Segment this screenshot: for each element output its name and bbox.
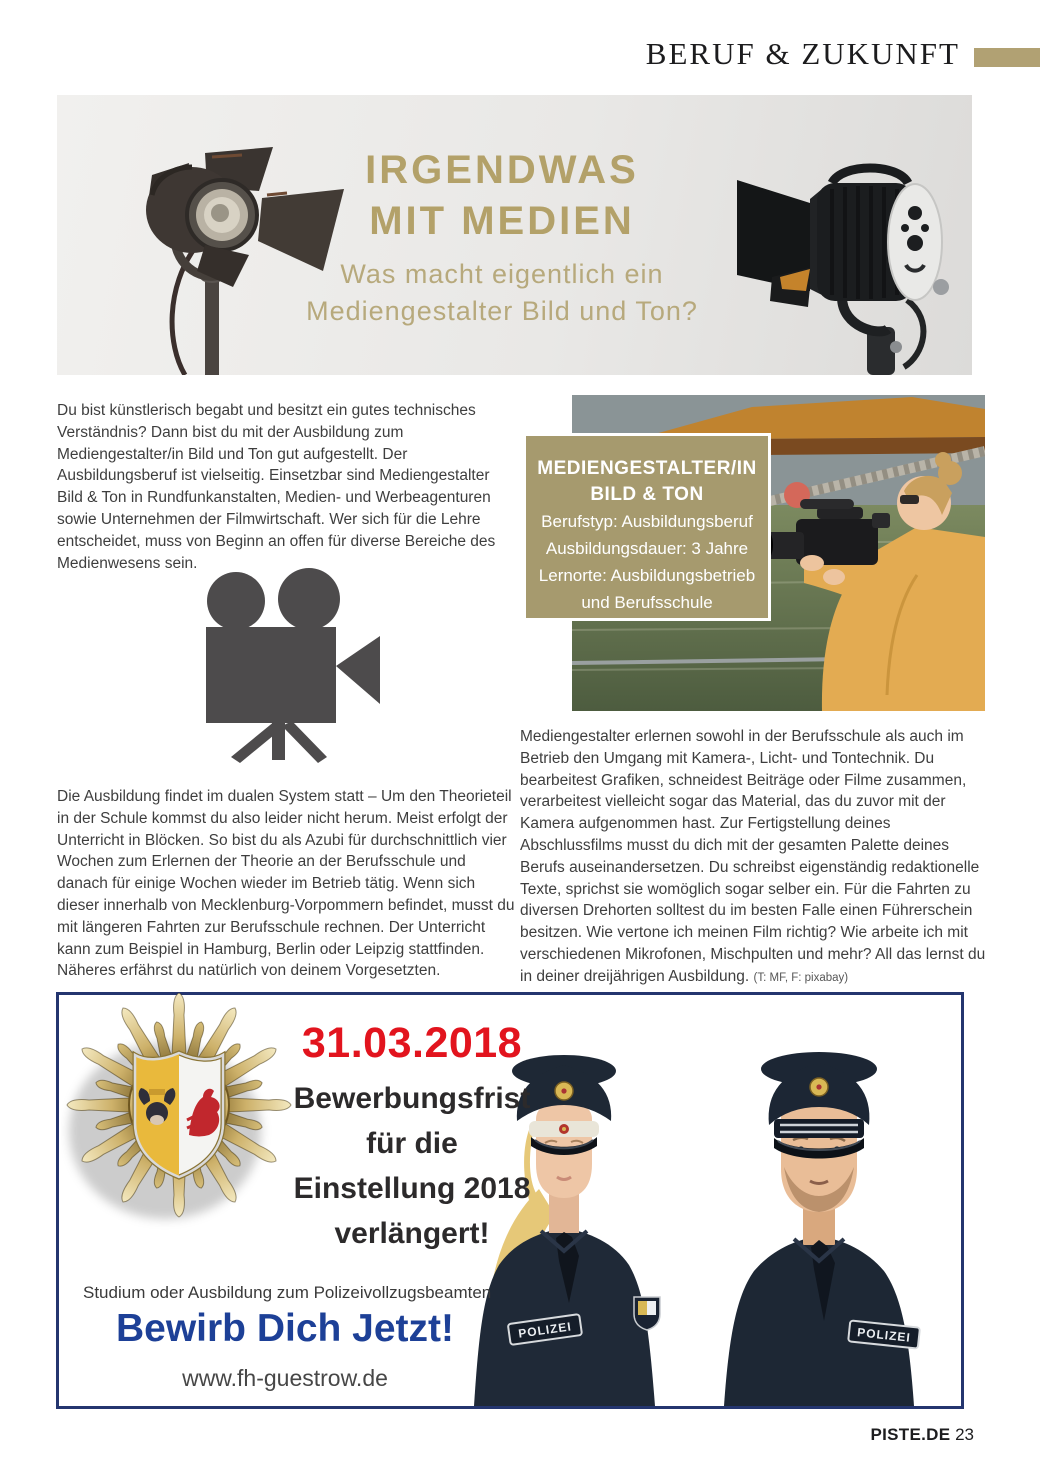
hero-text-block xyxy=(295,145,709,330)
article-paragraph-2: Die Ausbildung findet im dualen System statt – Um den Theorieteil in der Schule kommst du also leider nicht herum. Meist erfolgt der Unterricht in Blöcken. So bist du als Azubi für durchschnittlich vier Wochen zum Erlernen der Theorie an der Berufsschule und danach für einige Wochen wieder im Betrieb tätig. Wenn sich dieser innerhalb von Mecklenburg-Vorpommern befindet, musst du mit längeren Fahrten zur Berufsschule rechnen. Der Unterricht kann zum Beispiel in Hamburg, Berlin oder Leipzig stattfinden. Näheres erfährst du natürlich von deinem Vorgesetzten. xyxy=(57,788,515,980)
ad-deadline: 31.03.2018 xyxy=(301,1019,523,1067)
hero-title-line1: IRGENDWAS xyxy=(365,148,639,192)
infobox-title-line1: MEDIENGESTALTER/IN xyxy=(537,458,757,479)
hero-subtitle xyxy=(295,256,709,330)
footer-brand: PISTE.DE xyxy=(870,1425,951,1444)
infobox-line: Berufstyp: Ausbildungsberuf xyxy=(541,512,753,531)
polizei-chest-patch: POLIZEI xyxy=(856,1325,912,1345)
ad-cta: Bewirb Dich Jetzt! xyxy=(115,1307,455,1350)
footer-page-number: 23 xyxy=(955,1425,974,1444)
ad-url: www.fh-guestrow.de xyxy=(182,1365,388,1391)
hero-title-line2: MIT MEDIEN xyxy=(369,199,635,243)
article-right-paragraph xyxy=(520,726,986,990)
header-accent-bar xyxy=(974,48,1040,67)
ad-text-block xyxy=(279,1019,545,1256)
police-badge-icon xyxy=(61,979,301,1241)
ad-headline: Bewerbungsfrist für die Einstellung 2018 verlängert! xyxy=(293,1082,531,1250)
job-infobox xyxy=(523,433,771,621)
studio-light-right-image xyxy=(682,95,972,375)
right-paragraph-text: Mediengestalter erlernen sowohl in der Berufsschule als auch im Betrieb den Umgang mit Kamera-, Licht- und Tontechnik. Du bearbeitest Grafiken, schneidest Beiträge oder Filme zusammen, verarbeitest vielleicht sogar das Material, das du zuvor mit der Kamera aufgenommen hast. Zur Fertigstellung deines Abschlussfilms musst du dich mit der gesamten Palette deines Berufs auseinandersetzen. Du schreibst eigenständig redaktionelle Texte, sprichst sie womöglich sogar selber ein. Für die Fahrten zu diversen Drehorten solltest du im besten Falle einen Führerschein besitzen. Wie vertone ich meinen Film richtig? Wie arbeite ich mit verschiedenen Mikrofonen, Mischpulten und mehr? All das lernst du in deiner dreijährigen Ausbildung. xyxy=(520,728,986,985)
infobox-line: Ausbildungsdauer: 3 Jahre xyxy=(545,539,749,558)
photo-credit: (T: MF, F: pixabay) xyxy=(753,971,849,984)
ad-subline: Studium oder Ausbildung zum Polizeivollzugsbeamten xyxy=(83,1283,492,1302)
polizei-chest-patch: POLIZEI xyxy=(517,1319,573,1341)
infobox-title-line2: BILD & TON xyxy=(590,484,704,505)
hero-image xyxy=(57,95,972,375)
page-footer xyxy=(870,1425,974,1445)
hero-subtitle-line1: Was macht eigentlich ein xyxy=(340,259,664,289)
infobox-line: Lernorte: Ausbildungsbetrieb xyxy=(538,566,756,585)
hero-title xyxy=(295,145,709,247)
article-intro-paragraph: Du bist künstlerisch begabt und besitzt ein gutes technisches Verständnis? Dann bist du mit der Ausbildung zum Mediengestalter/in Bild und Ton gut aufgestellt. Der Ausbildungsberuf ist vielseitig. Einsetzbar sind Mediengestalter Bild & Ton in Rundfunkanstalten, Medien- und Werbeagenturen sowie Unternehmen der Filmwirtschaft. Wer sich für die Lehre entscheidet, muss von Beginn an offen für diverse Bereiche des Medienwesens sein. xyxy=(57,402,496,572)
hero-subtitle-line2: Mediengestalter Bild und Ton? xyxy=(306,296,698,326)
police-recruitment-ad xyxy=(56,992,964,1409)
infobox-line: und Berufsschule xyxy=(581,593,713,612)
film-camera-icon xyxy=(182,564,382,764)
section-title: BERUF & ZUKUNFT xyxy=(645,36,960,71)
infobox-title xyxy=(526,456,768,508)
